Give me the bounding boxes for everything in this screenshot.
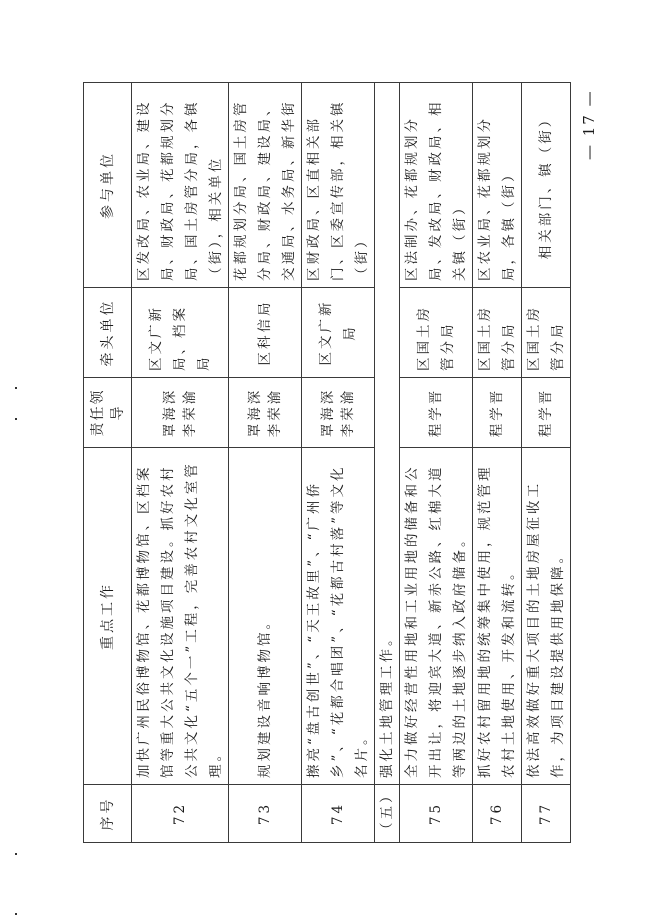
- row-partners: 区发改局、农业局、建设局、财政局、花都规划分局、国土房管分局，各镇（街），相关单位: [132, 83, 229, 288]
- row-lead-unit: 区科信局: [229, 288, 302, 378]
- row-lead-unit: 区国土房管分局: [522, 288, 571, 378]
- header-leader: 责任领导: [84, 378, 132, 448]
- page-number: — 17 —: [580, 89, 598, 160]
- table-row: [302, 83, 375, 843]
- table-row: [522, 83, 571, 843]
- row-leader: 程学晋: [522, 378, 571, 448]
- row-seq: 73: [229, 785, 302, 843]
- binding-hole-mark: [15, 418, 17, 420]
- table-row: [400, 83, 473, 843]
- row-task: 规划建设音响博物馆。: [229, 448, 302, 785]
- table-row: [473, 83, 522, 843]
- section-label: （五）: [375, 785, 400, 843]
- row-lead-unit: 区国土房管分局: [400, 288, 473, 378]
- row-task: 擦亮“盘古创世”、“天王故里”、“广州侨乡”、“花都合唱团”、“花都古村落”等文化名片。: [302, 448, 375, 785]
- table-row: [229, 83, 302, 843]
- row-task: 抓好农村留用地的统筹集中使用，规范管理农村土地使用、开发和流转。: [473, 448, 522, 785]
- binding-hole-mark: [15, 387, 17, 389]
- row-task: 依法高效做好重大项目的土地房屋征收工作，为项目建设提供用地保障。: [522, 448, 571, 785]
- section-title: 强化土地管理工作。: [375, 83, 400, 785]
- header-lead-unit: 牵头单位: [84, 288, 132, 378]
- row-leader: 罩海深 李荣渝: [229, 378, 302, 448]
- row-seq: 74: [302, 785, 375, 843]
- binding-hole-mark: [15, 853, 17, 855]
- row-leader: 程学晋: [473, 378, 522, 448]
- row-partners: 相关部门、镇（街）: [522, 83, 571, 288]
- header-task: 重点工作: [84, 448, 132, 785]
- row-partners: 区财政局、区直相关部门、区委宣传部，相关镇（街）: [302, 83, 375, 288]
- header-seq: 序号: [84, 785, 132, 843]
- section-row: [375, 83, 400, 843]
- row-task: 加快广州民俗博物馆、花都博物馆、区档案馆等重大公共文化设施项目建设。抓好农村公共文化“五个一”工程，完善农村文化室管理。: [132, 448, 229, 785]
- row-partners: 花都规划分局、国土房管分局、财政局、建设局、交通局、水务局、新华街: [229, 83, 302, 288]
- row-seq: 72: [132, 785, 229, 843]
- row-partners: 区农业局、花都规划分局，各镇（街）: [473, 83, 522, 288]
- row-leader: 罩海深 李荣渝: [302, 378, 375, 448]
- binding-hole-mark: [15, 913, 17, 915]
- row-lead-unit: 区文广新局: [302, 288, 375, 378]
- row-partners: 区法制办、花都规划分局、发改局、财政局、相关镇（街）: [400, 83, 473, 288]
- table-row: [132, 83, 229, 843]
- row-seq: 77: [522, 785, 571, 843]
- row-leader: 罩海深 李荣渝: [132, 378, 229, 448]
- row-task: 全力做好经营性用地和工业用地的储备和公开出让，将迎宾大道、新赤公路、红棉大道等两边的土地逐步纳入政府储备。: [400, 448, 473, 785]
- row-lead-unit: 区国土房管分局: [473, 288, 522, 378]
- row-leader: 程学晋: [400, 378, 473, 448]
- header-partners: 参与单位: [84, 83, 132, 288]
- row-seq: 76: [473, 785, 522, 843]
- row-seq: 75: [400, 785, 473, 843]
- key-tasks-table: [83, 82, 571, 843]
- table-header-row: [84, 83, 132, 843]
- row-lead-unit: 区文广新局、档案局: [132, 288, 229, 378]
